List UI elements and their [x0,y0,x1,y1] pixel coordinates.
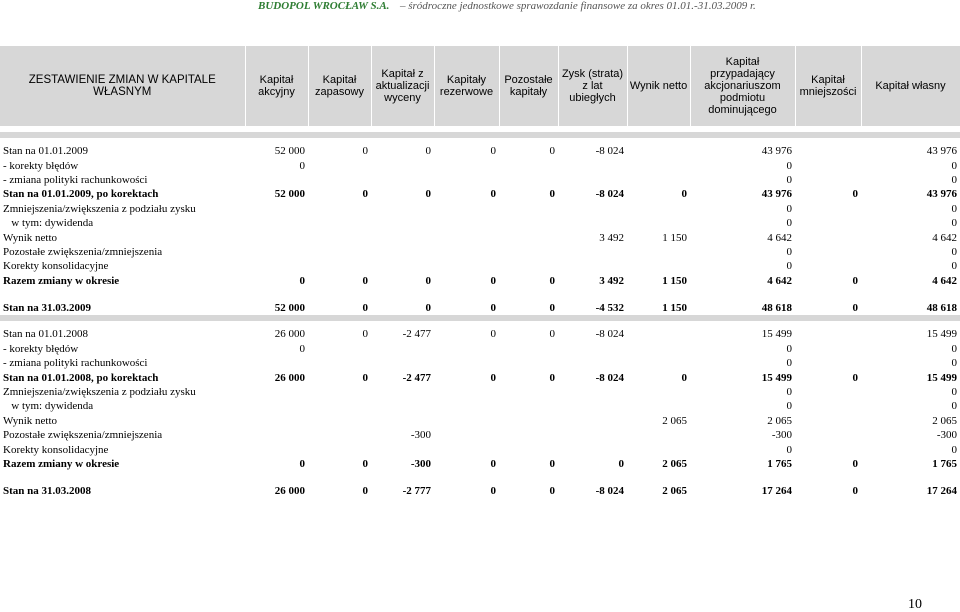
table-cell: 15 499 [926,328,957,341]
table-cell [371,399,434,413]
table-cell: 0 [786,159,792,172]
table-cell [558,385,627,399]
table-cell [245,216,308,230]
table-cell [627,385,690,399]
table-cell [308,216,371,230]
table-cell: 26 000 [274,328,305,341]
table-cell: 1 150 [662,274,687,287]
table-cell [558,399,627,413]
col-header-revaluation-capital: Kapitał z aktualizacji wyceny [371,46,434,126]
table-cell: 0 [951,260,957,273]
table-cell: 52 000 [274,145,305,158]
row-label: - zmiana polityki rachunkowości [3,357,148,370]
table-cell: -8 024 [595,328,624,341]
table-cell [308,245,371,259]
table-cell: 0 [951,173,957,186]
table-cell [434,202,499,216]
table-cell: 43 976 [926,145,957,158]
table-cell: 0 [549,328,555,341]
table-cell: 0 [549,371,555,384]
table-cell: 0 [618,458,624,470]
table-cell: -300 [936,429,957,442]
table-cell [627,399,690,413]
company-name: BUDOPOL WROCŁAW S.A. [258,0,390,12]
table-cell [308,442,371,456]
table-cell [434,216,499,230]
table-cell: 43 976 [761,188,792,201]
table-cell [308,202,371,216]
table-cell: 0 [425,145,431,158]
col-header-minority-interest: Kapitał mniejszości [795,46,861,126]
table-cell: 43 976 [761,145,792,158]
table-row [0,428,960,442]
table-cell [558,158,627,172]
table-cell [308,399,371,413]
table-row [0,274,960,288]
table-row [0,385,960,399]
table-cell [499,216,558,230]
table-cell: 0 [786,357,792,370]
table-cell [558,202,627,216]
table-cell: 0 [425,302,431,315]
col-header-other-capital: Pozostałe kapitały [499,46,558,126]
table-row [0,356,960,370]
table-cell [795,428,861,442]
table-cell [558,442,627,456]
table-cell [558,216,627,230]
table-cell: 4 642 [932,274,957,287]
table-cell: 0 [786,260,792,273]
table-cell: -300 [410,429,431,442]
row-label: Pozostałe zwiększenia/zmniejszenia [3,245,163,258]
table-cell: 0 [786,245,792,258]
table-row [0,144,960,158]
table-cell: 0 [852,371,858,384]
col-header-total-equity: Kapitał własny [861,46,960,126]
table-cell [627,202,690,216]
table-cell [371,202,434,216]
table-cell: 0 [490,274,496,287]
table-cell [308,230,371,244]
table-cell [627,356,690,370]
table-cell [499,259,558,273]
table-cell: 0 [362,274,368,287]
table-cell: 0 [490,458,496,470]
row-label: Wynik netto [3,414,58,427]
table-cell: 0 [425,188,431,201]
table-row [0,216,960,230]
table-cell [499,202,558,216]
table-cell: 0 [549,302,555,315]
table-cell [795,414,861,428]
table-cell: 0 [951,342,957,355]
table-cell: 0 [681,188,687,201]
table-cell [245,385,308,399]
table-cell: 0 [362,485,368,498]
table-cell: 0 [362,371,368,384]
table-row [0,245,960,259]
table-cell [308,342,371,356]
table-cell: 0 [490,145,496,158]
row-label: Zmniejszenia/zwiększenia z podziału zysku [3,386,196,399]
table-cell: 1 150 [662,231,687,244]
table-cell [499,428,558,442]
table-cell: 0 [951,217,957,230]
table-cell: 0 [951,202,957,215]
table-row [0,230,960,244]
table-cell [795,245,861,259]
row-label: w tym: dywidenda [3,217,94,230]
table-cell [434,442,499,456]
table-cell [308,414,371,428]
col-header-reserves: Kapitały rezerwowe [434,46,499,126]
table-cell [558,356,627,370]
table-cell [499,245,558,259]
table-cell: -2 477 [402,371,431,384]
table-cell: 0 [786,386,792,399]
table-cell: 0 [786,400,792,413]
row-label: Zmniejszenia/zwiększenia z podziału zysku [3,202,196,215]
table-cell: 1 765 [767,458,792,470]
table-cell: 0 [786,202,792,215]
table-cell: 1 150 [662,302,687,315]
table-cell [499,342,558,356]
equity-changes-table [0,46,960,499]
table-cell: 0 [362,302,368,315]
table-cell [627,259,690,273]
col-header-parent-equity: Kapitał przypadający akcjonariuszom podmiotu dominującego [690,46,795,126]
table-cell [795,342,861,356]
table-cell [434,414,499,428]
table-cell [627,158,690,172]
table-cell: 0 [786,217,792,230]
table-cell [434,230,499,244]
table-cell: -8 024 [595,371,624,384]
table-cell [795,173,861,187]
table-cell: -4 532 [595,302,624,315]
table-cell [434,173,499,187]
table-cell: 0 [852,458,858,470]
table-cell: 0 [299,458,305,470]
row-label: Korekty konsolidacyjne [3,260,109,273]
table-cell: 0 [951,245,957,258]
table-cell: 0 [852,274,858,287]
table-cell [434,399,499,413]
table-cell: 0 [852,188,858,201]
table-cell: 0 [852,485,858,498]
table-row [0,442,960,456]
page-header [0,0,960,12]
table-title-header: ZESTAWIENIE ZMIAN W KAPITALE WŁASNYM [0,46,245,126]
table-cell: 1 765 [932,458,957,470]
row-label: Stan na 01.01.2008 [3,328,88,341]
table-cell [371,414,434,428]
table-header-row [0,46,960,126]
row-label: Pozostałe zwiększenia/zmniejszenia [3,429,163,442]
table-cell [558,259,627,273]
table-cell [308,173,371,187]
table-cell [558,173,627,187]
table-cell [245,442,308,456]
col-header-reserve-capital: Kapitał zapasowy [308,46,371,126]
table-cell [245,356,308,370]
table-cell [245,428,308,442]
table-cell: -2 477 [402,328,431,341]
table-cell [499,399,558,413]
table-cell: 0 [299,342,305,355]
table-cell: 0 [951,159,957,172]
table-cell: 48 618 [761,302,792,315]
table-cell: 2 065 [662,414,687,427]
row-label: w tym: dywidenda [3,400,94,413]
table-cell [499,158,558,172]
table-cell: 0 [951,357,957,370]
table-cell: 0 [362,328,368,341]
table-cell [499,442,558,456]
row-spacer [0,471,960,484]
table-cell: 0 [362,145,368,158]
table-cell [434,356,499,370]
table-cell: 2 065 [767,414,792,427]
col-header-retained-earnings: Zysk (strata) z lat ubiegłych [558,46,627,126]
table-cell [434,158,499,172]
table-cell: 0 [490,302,496,315]
table-cell [499,385,558,399]
table-cell [371,259,434,273]
table-cell [795,158,861,172]
table-cell: 15 499 [761,371,792,384]
table-cell [308,428,371,442]
report-subtitle: – śródroczne jednostkowe sprawozdanie finansowe za okres 01.01.-31.03.2009 r. [400,0,756,12]
table-cell: 48 618 [926,302,957,315]
table-cell [434,385,499,399]
table-cell: 2 065 [932,414,957,427]
table-cell [795,356,861,370]
table-cell [308,356,371,370]
table-cell: 0 [549,485,555,498]
table-cell: 0 [299,159,305,172]
table-row [0,342,960,356]
row-label: Korekty konsolidacyjne [3,443,109,456]
table-cell: 15 499 [926,371,957,384]
table-cell [558,428,627,442]
table-cell [245,173,308,187]
table-cell [558,245,627,259]
table-cell [795,442,861,456]
table-cell: 0 [951,386,957,399]
table-row [0,173,960,187]
row-label: Stan na 01.01.2009, po korektach [3,188,159,201]
table-cell [371,158,434,172]
table-row [0,370,960,384]
table-cell: 43 976 [926,188,957,201]
table-cell [795,230,861,244]
table-cell [558,342,627,356]
row-label: - korekty błędów [3,342,79,355]
table-cell [627,173,690,187]
table-cell [499,356,558,370]
table-cell: 0 [549,274,555,287]
table-cell [795,399,861,413]
table-cell [627,428,690,442]
table-row [0,259,960,273]
row-label: Stan na 31.03.2009 [3,302,92,315]
table-cell [371,442,434,456]
row-label: - zmiana polityki rachunkowości [3,173,148,186]
table-cell: 26 000 [274,485,305,498]
table-cell: 0 [362,188,368,201]
table-cell: 17 264 [926,485,957,498]
table-cell [371,230,434,244]
table-cell: 0 [786,342,792,355]
table-cell [499,414,558,428]
table-cell [371,245,434,259]
table-cell: 0 [362,458,368,470]
table-cell: -8 024 [595,188,624,201]
table-row [0,414,960,428]
col-header-share-capital: Kapitał akcyjny [245,46,308,126]
table-cell [795,144,861,158]
table-cell [371,356,434,370]
table-cell: 52 000 [274,188,305,201]
row-label: Stan na 01.01.2008, po korektach [3,371,159,384]
table-cell: 0 [549,188,555,201]
table-cell: 2 065 [662,458,687,470]
table-cell: -8 024 [595,485,624,498]
table-cell: 0 [549,145,555,158]
table-cell: 4 642 [767,274,792,287]
table-cell [795,216,861,230]
table-cell: 0 [549,458,555,470]
table-cell [371,173,434,187]
table-cell [245,259,308,273]
table-cell: 0 [951,400,957,413]
table-cell [245,202,308,216]
row-label: Stan na 01.01.2009 [3,145,88,158]
table-cell [795,202,861,216]
row-label: Razem zmiany w okresie [3,274,120,287]
table-cell [627,442,690,456]
table-cell: 0 [425,274,431,287]
table-row [0,399,960,413]
row-label: Wynik netto [3,231,58,244]
table-cell: 0 [681,371,687,384]
table-cell: 52 000 [274,302,305,315]
table-row [0,301,960,315]
table-cell: -300 [410,458,431,470]
table-cell: 0 [490,188,496,201]
table-cell [308,158,371,172]
row-spacer [0,288,960,301]
table-cell [627,327,690,341]
table-cell [558,414,627,428]
table-cell: 17 264 [761,485,792,498]
table-cell: -300 [771,429,792,442]
row-label: Razem zmiany w okresie [3,458,120,470]
table-cell: -2 777 [402,485,431,498]
table-cell [371,385,434,399]
table-cell [795,259,861,273]
row-label: - korekty błędów [3,159,79,172]
table-body [0,126,960,499]
table-cell: 0 [852,302,858,315]
table-cell: 0 [490,371,496,384]
table-cell: 4 642 [932,231,957,244]
page-number: 10 [908,597,922,612]
table-cell [371,216,434,230]
table-cell: 15 499 [761,328,792,341]
table-cell: 0 [786,173,792,186]
table-cell [795,327,861,341]
table-cell: 0 [299,274,305,287]
row-label: Stan na 31.03.2008 [3,485,92,498]
table-cell: -8 024 [595,145,624,158]
table-cell [499,230,558,244]
table-cell [627,144,690,158]
table-row [0,187,960,201]
table-cell [627,216,690,230]
table-cell [308,385,371,399]
table-cell: 3 492 [599,274,624,287]
table-row [0,457,960,471]
table-cell [434,342,499,356]
table-cell: 26 000 [274,371,305,384]
table-cell: 0 [490,328,496,341]
table-cell [627,245,690,259]
table-cell: 4 642 [767,231,792,244]
table-cell: 2 065 [662,485,687,498]
table-cell [434,428,499,442]
table-cell: 0 [490,485,496,498]
table-cell: 0 [786,443,792,456]
table-cell [795,385,861,399]
table-cell [308,259,371,273]
table-cell [245,230,308,244]
table-row [0,327,960,341]
table-cell: 3 492 [599,231,624,244]
table-cell [245,245,308,259]
table-cell [434,259,499,273]
table-cell [434,245,499,259]
table-cell [245,399,308,413]
table-cell [371,342,434,356]
table-cell [627,342,690,356]
table-cell [499,173,558,187]
col-header-net-result: Wynik netto [627,46,690,126]
table-row [0,202,960,216]
table-cell: 0 [951,443,957,456]
table-cell [245,414,308,428]
table-row [0,484,960,498]
table-row [0,158,960,172]
